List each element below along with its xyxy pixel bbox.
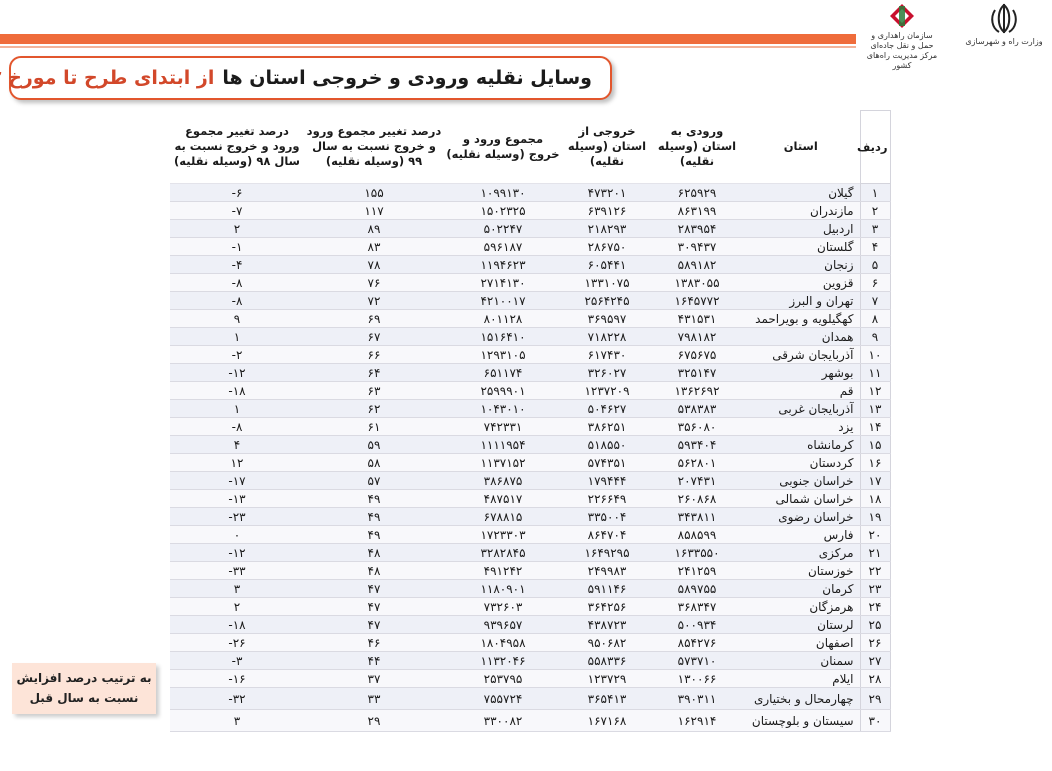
cell-rank: ۲: [860, 202, 890, 220]
cell-rank: ۳: [860, 220, 890, 238]
cell-province: یزد: [742, 418, 860, 436]
table-row: [170, 184, 890, 202]
header-province: استان: [742, 111, 860, 184]
cell-total: ۴۲۱۰۰۱۷: [444, 292, 562, 310]
cell-province: هرمزگان: [742, 598, 860, 616]
cell-change-98: ۸-: [170, 274, 304, 292]
cell-rank: ۳۰: [860, 710, 890, 732]
cell-total: ۷۴۲۳۳۱: [444, 418, 562, 436]
cell-change-99: ۲۹: [304, 710, 444, 732]
title-main: وسایل نقلیه ورودی و خروجی استان ها: [222, 67, 592, 89]
cell-rank: ۹: [860, 328, 890, 346]
cell-outbound: ۱۶۷۱۶۸: [562, 710, 652, 732]
cell-province: کهگیلویه و بویراحمد: [742, 310, 860, 328]
table-row: [170, 526, 890, 544]
cell-change-98: ۶-: [170, 184, 304, 202]
cell-rank: ۵: [860, 256, 890, 274]
cell-rank: ۱۲: [860, 382, 890, 400]
cell-change-99: ۵۹: [304, 436, 444, 454]
table-row: [170, 670, 890, 688]
cell-province: کردستان: [742, 454, 860, 472]
table-row: [170, 274, 890, 292]
cell-change-99: ۷۲: [304, 292, 444, 310]
cell-rank: ۱۹: [860, 508, 890, 526]
cell-outbound: ۱۳۳۱۰۷۵: [562, 274, 652, 292]
cell-inbound: ۸۵۸۵۹۹: [652, 526, 742, 544]
table-row: [170, 328, 890, 346]
table-row: [170, 292, 890, 310]
title-date-range: از ابتدای طرح تا مورخ: [8, 67, 215, 89]
table-row: [170, 418, 890, 436]
cell-outbound: ۳۲۶۰۲۷: [562, 364, 652, 382]
cell-rank: ۱۷: [860, 472, 890, 490]
table-row: [170, 598, 890, 616]
cell-province: کرمانشاه: [742, 436, 860, 454]
cell-change-98: ۱۸-: [170, 616, 304, 634]
cell-change-98: ۲: [170, 598, 304, 616]
cell-inbound: ۶۷۵۶۷۵: [652, 346, 742, 364]
cell-change-98: ۱۷-: [170, 472, 304, 490]
table-row: [170, 472, 890, 490]
cell-total: ۱۰۹۹۱۳۰: [444, 184, 562, 202]
cell-total: ۹۳۹۶۵۷: [444, 616, 562, 634]
cell-total: ۱۱۹۴۶۲۳: [444, 256, 562, 274]
road-maintenance-logo: [866, 2, 938, 71]
cell-outbound: ۲۲۶۶۴۹: [562, 490, 652, 508]
cell-change-99: ۸۹: [304, 220, 444, 238]
cell-outbound: ۱۶۴۹۲۹۵: [562, 544, 652, 562]
table-row: [170, 238, 890, 256]
header-accent-line: [0, 46, 856, 48]
cell-outbound: ۶۰۵۴۴۱: [562, 256, 652, 274]
table-row: [170, 256, 890, 274]
table-row: [170, 364, 890, 382]
cell-change-98: ۳-: [170, 652, 304, 670]
cell-total: ۳۸۶۸۷۵: [444, 472, 562, 490]
cell-change-99: ۴۷: [304, 598, 444, 616]
cell-change-98: ۱: [170, 400, 304, 418]
cell-rank: ۸: [860, 310, 890, 328]
cell-change-99: ۵۸: [304, 454, 444, 472]
header-change-99: درصد تغییر مجموع ورود و خروج نسبت به سال ۹۹ (وسیله نقلیه): [304, 111, 444, 184]
cell-total: ۸۰۱۱۲۸: [444, 310, 562, 328]
cell-province: بوشهر: [742, 364, 860, 382]
cell-total: ۳۲۸۲۸۴۵: [444, 544, 562, 562]
cell-province: زنجان: [742, 256, 860, 274]
cell-change-98: ۸-: [170, 292, 304, 310]
cell-change-99: ۶۴: [304, 364, 444, 382]
cell-inbound: ۶۲۵۹۲۹: [652, 184, 742, 202]
cell-province: خراسان جنوبی: [742, 472, 860, 490]
cell-change-98: ۰: [170, 526, 304, 544]
sort-note-line1: به ترتیب درصد افزایش: [16, 671, 152, 685]
cell-inbound: ۴۳۱۵۳۱: [652, 310, 742, 328]
cell-inbound: ۷۹۸۱۸۲: [652, 328, 742, 346]
cell-province: مرکزی: [742, 544, 860, 562]
cell-province: گلستان: [742, 238, 860, 256]
cell-outbound: ۵۰۴۶۲۷: [562, 400, 652, 418]
cell-change-99: ۴۸: [304, 544, 444, 562]
table-row: [170, 562, 890, 580]
cell-total: ۵۰۲۲۴۷: [444, 220, 562, 238]
cell-change-99: ۱۱۷: [304, 202, 444, 220]
cell-total: ۱۱۳۲۰۴۶: [444, 652, 562, 670]
cell-total: ۷۵۵۷۲۴: [444, 688, 562, 710]
cell-outbound: ۳۶۴۲۵۶: [562, 598, 652, 616]
cell-change-99: ۴۷: [304, 616, 444, 634]
cell-province: خوزستان: [742, 562, 860, 580]
cell-rank: ۱۳: [860, 400, 890, 418]
cell-change-99: ۳۷: [304, 670, 444, 688]
cell-rank: ۲۷: [860, 652, 890, 670]
cell-inbound: ۵۸۹۷۵۵: [652, 580, 742, 598]
cell-total: ۲۵۹۹۹۰۱: [444, 382, 562, 400]
cell-change-99: ۴۹: [304, 526, 444, 544]
cell-change-99: ۸۳: [304, 238, 444, 256]
cell-outbound: ۵۷۴۳۵۱: [562, 454, 652, 472]
cell-total: ۵۹۶۱۸۷: [444, 238, 562, 256]
cell-province: لرستان: [742, 616, 860, 634]
cell-rank: ۲۴: [860, 598, 890, 616]
cell-change-99: ۶۱: [304, 418, 444, 436]
cell-inbound: ۵۸۹۱۸۲: [652, 256, 742, 274]
cell-inbound: ۳۹۰۳۱۱: [652, 688, 742, 710]
cell-rank: ۱: [860, 184, 890, 202]
cell-province: آذربایجان غربی: [742, 400, 860, 418]
cell-rank: ۲۲: [860, 562, 890, 580]
cell-province: گیلان: [742, 184, 860, 202]
cell-inbound: ۱۶۲۹۱۴: [652, 710, 742, 732]
cell-province: سیستان و بلوچستان: [742, 710, 860, 732]
cell-change-99: ۴۶: [304, 634, 444, 652]
sort-note-line2: نسبت به سال قبل: [29, 691, 139, 705]
cell-inbound: ۳۴۳۸۱۱: [652, 508, 742, 526]
cell-inbound: ۵۹۳۴۰۴: [652, 436, 742, 454]
cell-province: ایلام: [742, 670, 860, 688]
cell-total: ۱۲۹۳۱۰۵: [444, 346, 562, 364]
cell-outbound: ۶۳۹۱۲۶: [562, 202, 652, 220]
cell-rank: ۲۳: [860, 580, 890, 598]
table-row: [170, 544, 890, 562]
cell-change-98: ۹: [170, 310, 304, 328]
cell-total: ۱۱۸۰۹۰۱: [444, 580, 562, 598]
cell-outbound: ۱۲۳۷۲۹: [562, 670, 652, 688]
cell-outbound: ۵۵۸۳۳۶: [562, 652, 652, 670]
cell-rank: ۲۱: [860, 544, 890, 562]
cell-change-98: ۱: [170, 328, 304, 346]
cell-outbound: ۸۶۴۷۰۴: [562, 526, 652, 544]
table-row: [170, 710, 890, 732]
cell-outbound: ۲۱۸۲۹۳: [562, 220, 652, 238]
cell-change-98: ۴-: [170, 256, 304, 274]
cell-inbound: ۲۶۰۸۶۸: [652, 490, 742, 508]
cell-rank: ۱۵: [860, 436, 890, 454]
cell-outbound: ۳۸۶۲۵۱: [562, 418, 652, 436]
table-row: [170, 508, 890, 526]
cell-total: ۳۳۰۰۸۲: [444, 710, 562, 732]
table-row: [170, 220, 890, 238]
table-row: [170, 436, 890, 454]
cell-province: سمنان: [742, 652, 860, 670]
cell-change-99: ۴۷: [304, 580, 444, 598]
iran-emblem-icon: [987, 2, 1021, 36]
cell-inbound: ۱۳۰۰۶۶: [652, 670, 742, 688]
cell-total: ۲۵۳۷۹۵: [444, 670, 562, 688]
cell-inbound: ۳۲۵۱۴۷: [652, 364, 742, 382]
cell-change-99: ۳۳: [304, 688, 444, 710]
cell-rank: ۷: [860, 292, 890, 310]
cell-change-99: ۶۷: [304, 328, 444, 346]
cell-change-99: ۷۶: [304, 274, 444, 292]
cell-outbound: ۳۶۵۴۱۳: [562, 688, 652, 710]
cell-inbound: ۵۳۸۳۸۳: [652, 400, 742, 418]
cell-province: چهارمحال و بختیاری: [742, 688, 860, 710]
cell-province: همدان: [742, 328, 860, 346]
cell-province: تهران و البرز: [742, 292, 860, 310]
page-title: [9, 56, 612, 100]
cell-outbound: ۲۵۶۴۲۴۵: [562, 292, 652, 310]
cell-change-99: ۶۲: [304, 400, 444, 418]
cell-outbound: ۳۶۹۵۹۷: [562, 310, 652, 328]
cell-rank: ۱۶: [860, 454, 890, 472]
cell-rank: ۲۹: [860, 688, 890, 710]
cell-total: ۱۸۰۴۹۵۸: [444, 634, 562, 652]
ministry-logo: [962, 2, 1046, 47]
cell-inbound: ۲۰۷۴۳۱: [652, 472, 742, 490]
cell-outbound: ۵۹۱۱۴۶: [562, 580, 652, 598]
cell-total: ۱۱۱۱۹۵۴: [444, 436, 562, 454]
cell-change-98: ۱-: [170, 238, 304, 256]
header-inbound: ورودی به استان (وسیله نقلیه): [652, 111, 742, 184]
cell-outbound: ۲۴۹۹۸۳: [562, 562, 652, 580]
cell-inbound: ۸۶۳۱۹۹: [652, 202, 742, 220]
cell-change-99: ۴۸: [304, 562, 444, 580]
table-row: [170, 616, 890, 634]
cell-change-98: ۱۲-: [170, 364, 304, 382]
header-change-98: درصد تغییر مجموع ورود و خروج نسبت به سال ۹۸ (وسیله نقلیه): [170, 111, 304, 184]
cell-rank: ۲۸: [860, 670, 890, 688]
cell-inbound: ۲۸۳۹۵۴: [652, 220, 742, 238]
cell-total: ۱۱۳۷۱۵۲: [444, 454, 562, 472]
cell-province: قزوین: [742, 274, 860, 292]
table-row: [170, 400, 890, 418]
table-row: [170, 454, 890, 472]
road-org-emblem-icon: [888, 2, 916, 30]
ministry-name: وزارت راه و شهرسازی: [965, 37, 1043, 46]
cell-rank: ۱۴: [860, 418, 890, 436]
cell-change-98: ۱۲-: [170, 544, 304, 562]
cell-change-98: ۲-: [170, 346, 304, 364]
cell-rank: ۲۰: [860, 526, 890, 544]
cell-change-98: ۸-: [170, 418, 304, 436]
cell-province: خراسان رضوی: [742, 508, 860, 526]
cell-total: ۷۳۲۶۰۳: [444, 598, 562, 616]
cell-province: خراسان شمالی: [742, 490, 860, 508]
table-row: [170, 382, 890, 400]
cell-change-99: ۷۸: [304, 256, 444, 274]
table-row: [170, 580, 890, 598]
cell-inbound: ۵۷۳۷۱۰: [652, 652, 742, 670]
cell-rank: ۲۵: [860, 616, 890, 634]
cell-outbound: ۴۳۸۷۲۳: [562, 616, 652, 634]
cell-change-99: ۴۹: [304, 508, 444, 526]
province-traffic-table: [170, 110, 890, 732]
table-row: [170, 634, 890, 652]
cell-outbound: ۷۱۸۲۲۸: [562, 328, 652, 346]
cell-inbound: ۱۳۶۲۶۹۲: [652, 382, 742, 400]
table-row: [170, 652, 890, 670]
cell-rank: ۱۱: [860, 364, 890, 382]
cell-outbound: ۳۳۵۰۰۴: [562, 508, 652, 526]
cell-outbound: ۶۱۷۴۳۰: [562, 346, 652, 364]
cell-change-98: ۱۶-: [170, 670, 304, 688]
cell-change-99: ۱۵۵: [304, 184, 444, 202]
cell-inbound: ۸۵۴۲۷۶: [652, 634, 742, 652]
cell-change-98: ۲۳-: [170, 508, 304, 526]
cell-change-98: ۲۶-: [170, 634, 304, 652]
cell-total: ۱۰۴۳۰۱۰: [444, 400, 562, 418]
cell-change-98: ۱۳-: [170, 490, 304, 508]
cell-change-98: ۳۳-: [170, 562, 304, 580]
cell-province: مازندران: [742, 202, 860, 220]
cell-rank: ۱۰: [860, 346, 890, 364]
cell-province: فارس: [742, 526, 860, 544]
cell-total: ۴۸۷۵۱۷: [444, 490, 562, 508]
cell-outbound: ۵۱۸۵۵۰: [562, 436, 652, 454]
cell-outbound: ۱۷۹۴۴۴: [562, 472, 652, 490]
table-row: [170, 490, 890, 508]
cell-inbound: ۱۶۴۵۷۷۲: [652, 292, 742, 310]
cell-total: ۱۵۰۲۳۲۵: [444, 202, 562, 220]
cell-rank: ۲۶: [860, 634, 890, 652]
cell-change-98: ۷-: [170, 202, 304, 220]
cell-province: آذربایجان شرقی: [742, 346, 860, 364]
cell-change-99: ۶۳: [304, 382, 444, 400]
cell-province: اردبیل: [742, 220, 860, 238]
cell-change-99: ۶۹: [304, 310, 444, 328]
cell-outbound: ۴۷۳۲۰۱: [562, 184, 652, 202]
cell-rank: ۴: [860, 238, 890, 256]
cell-inbound: ۵۶۲۸۰۱: [652, 454, 742, 472]
road-org-name: سازمان راهداری و حمل و نقل جاده‌ای مرکز مدیریت راه‌های کشور: [866, 31, 938, 70]
cell-change-98: ۲: [170, 220, 304, 238]
cell-change-98: ۳: [170, 580, 304, 598]
cell-inbound: ۱۳۸۳۰۵۵: [652, 274, 742, 292]
cell-province: کرمان: [742, 580, 860, 598]
cell-province: قم: [742, 382, 860, 400]
cell-total: ۱۵۱۶۴۱۰: [444, 328, 562, 346]
table-row: [170, 688, 890, 710]
sort-note: [12, 663, 156, 714]
cell-inbound: ۱۶۳۳۵۵۰: [652, 544, 742, 562]
cell-inbound: ۳۶۸۳۴۷: [652, 598, 742, 616]
cell-change-99: ۴۹: [304, 490, 444, 508]
cell-outbound: ۹۵۰۶۸۲: [562, 634, 652, 652]
cell-total: ۶۵۱۱۷۴: [444, 364, 562, 382]
cell-change-98: ۳۲-: [170, 688, 304, 710]
table-row: [170, 310, 890, 328]
cell-outbound: ۲۸۶۷۵۰: [562, 238, 652, 256]
cell-change-98: ۳: [170, 710, 304, 732]
table-row: [170, 346, 890, 364]
cell-total: ۴۹۱۲۴۲: [444, 562, 562, 580]
cell-rank: ۱۸: [860, 490, 890, 508]
cell-inbound: ۲۴۱۲۵۹: [652, 562, 742, 580]
header-outbound: خروجی از استان (وسیله نقلیه): [562, 111, 652, 184]
cell-total: ۲۷۱۴۱۳۰: [444, 274, 562, 292]
table-row: [170, 202, 890, 220]
cell-outbound: ۱۲۳۷۲۰۹: [562, 382, 652, 400]
cell-rank: ۶: [860, 274, 890, 292]
table-header-row: [170, 111, 890, 184]
cell-inbound: ۳۰۹۴۳۷: [652, 238, 742, 256]
cell-change-98: ۱۲: [170, 454, 304, 472]
cell-total: ۶۷۸۸۱۵: [444, 508, 562, 526]
cell-change-99: ۵۷: [304, 472, 444, 490]
cell-inbound: ۵۰۰۹۳۴: [652, 616, 742, 634]
header-accent-bar: [0, 34, 856, 44]
cell-province: اصفهان: [742, 634, 860, 652]
cell-change-99: ۴۴: [304, 652, 444, 670]
cell-change-98: ۴: [170, 436, 304, 454]
cell-inbound: ۳۵۶۰۸۰: [652, 418, 742, 436]
header-total: مجموع ورود و خروج (وسیله نقلیه): [444, 111, 562, 184]
cell-change-98: ۱۸-: [170, 382, 304, 400]
cell-total: ۱۷۲۳۳۰۳: [444, 526, 562, 544]
header-rank: ردیف: [860, 111, 890, 184]
data-table: [170, 110, 891, 732]
cell-change-99: ۶۶: [304, 346, 444, 364]
